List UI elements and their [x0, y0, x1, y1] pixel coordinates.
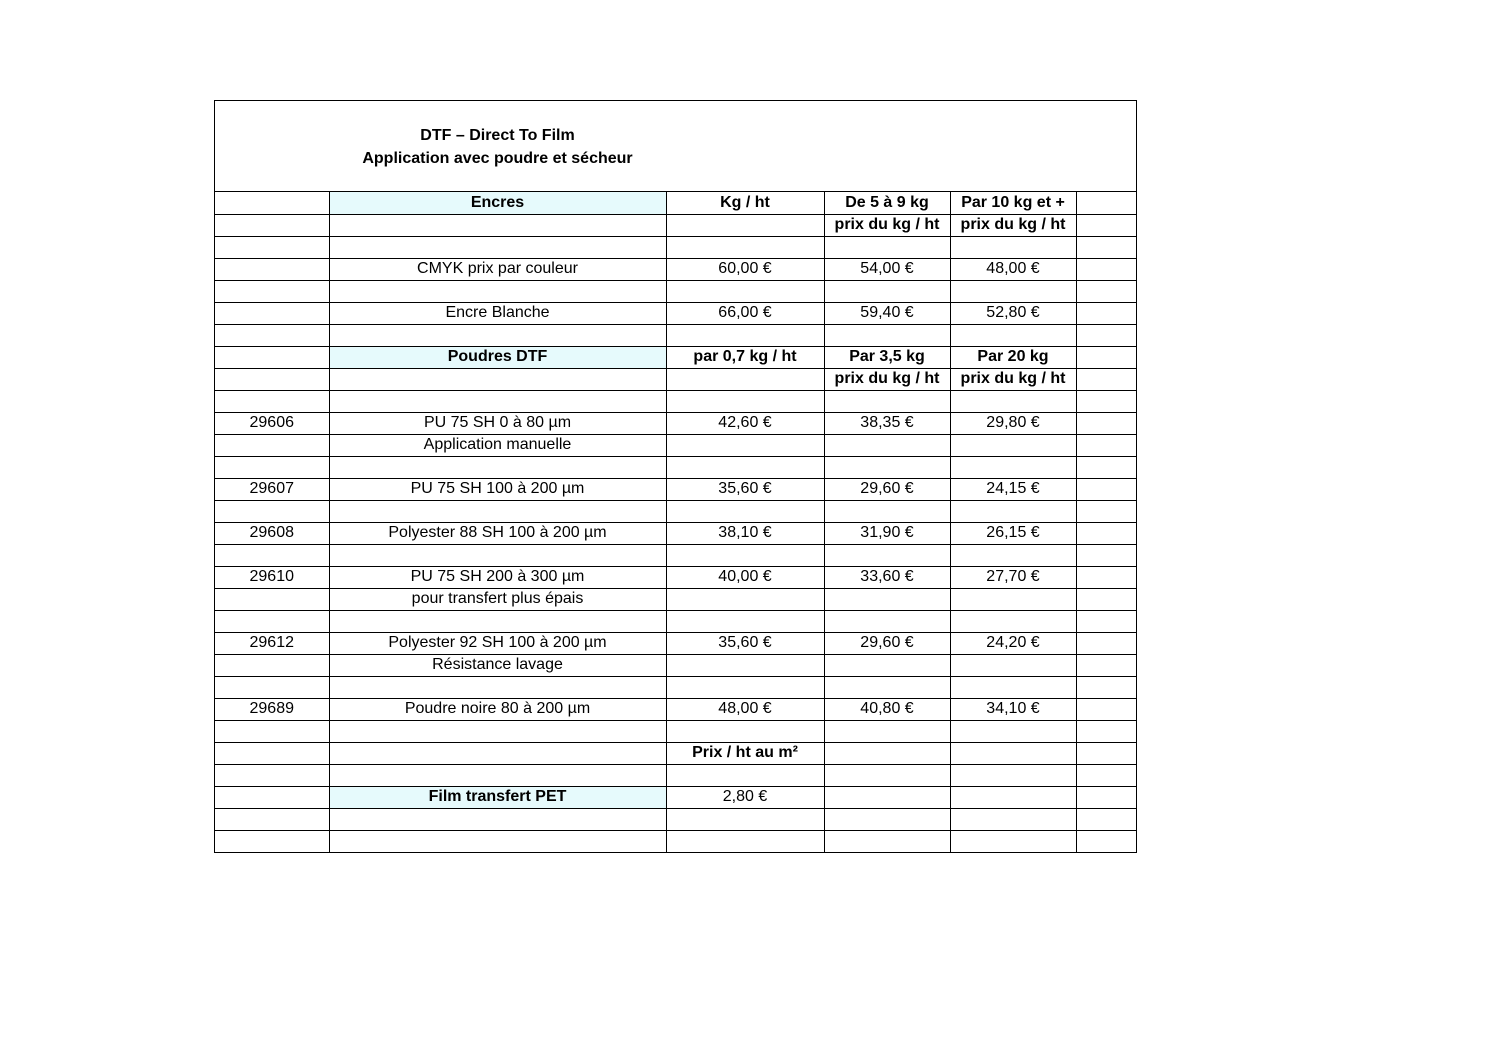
- cell-product: [329, 500, 666, 522]
- cell-spare: [1076, 214, 1136, 236]
- cell-price-tier-3: [950, 544, 1076, 566]
- cell-price-tier-1: 2,80 €: [666, 786, 824, 808]
- cell-spare: [1076, 500, 1136, 522]
- cell-spare: [1076, 522, 1136, 544]
- cell-price-tier-2: Par 3,5 kg: [824, 346, 950, 368]
- cell-price-tier-2: [824, 500, 950, 522]
- cell-price-tier-2: [824, 588, 950, 610]
- cell-reference: 29610: [215, 566, 329, 588]
- cell-product: [329, 720, 666, 742]
- cell-product: [329, 214, 666, 236]
- cell-price-tier-2: 29,60 €: [824, 478, 950, 500]
- cell-spare: [1076, 324, 1136, 346]
- table-row: [215, 478, 1136, 500]
- cell-spare: [1076, 610, 1136, 632]
- cell-price-tier-2: De 5 à 9 kg: [824, 192, 950, 214]
- cell-spare: [1076, 808, 1136, 830]
- cell-reference: [215, 544, 329, 566]
- table-row: [215, 830, 1136, 852]
- cell-price-tier-1: 40,00 €: [666, 566, 824, 588]
- table-row: [215, 676, 1136, 698]
- cell-price-tier-1: [666, 324, 824, 346]
- cell-price-tier-2: [824, 434, 950, 456]
- table-row: [215, 764, 1136, 786]
- cell-spare: [1076, 544, 1136, 566]
- cell-reference: [215, 368, 329, 390]
- cell-price-tier-2: 31,90 €: [824, 522, 950, 544]
- cell-reference: [215, 258, 329, 280]
- cell-price-tier-3: [950, 654, 1076, 676]
- cell-product: Résistance lavage: [329, 654, 666, 676]
- cell-spare: [1076, 258, 1136, 280]
- cell-price-tier-3: 24,20 €: [950, 632, 1076, 654]
- cell-price-tier-3: Par 20 kg: [950, 346, 1076, 368]
- cell-reference: [215, 676, 329, 698]
- cell-product: [329, 830, 666, 852]
- cell-price-tier-3: [950, 588, 1076, 610]
- cell-price-tier-1: 35,60 €: [666, 632, 824, 654]
- cell-price-tier-1: 66,00 €: [666, 302, 824, 324]
- cell-price-tier-2: 33,60 €: [824, 566, 950, 588]
- cell-price-tier-1: [666, 214, 824, 236]
- cell-reference: [215, 456, 329, 478]
- cell-reference: [215, 324, 329, 346]
- cell-product: [329, 236, 666, 258]
- cell-product: [329, 456, 666, 478]
- cell-product: PU 75 SH 100 à 200 µm: [329, 478, 666, 500]
- price-table: [215, 192, 1136, 852]
- cell-price-tier-2: prix du kg / ht: [824, 214, 950, 236]
- cell-product: [329, 742, 666, 764]
- cell-product: [329, 324, 666, 346]
- cell-price-tier-1: 35,60 €: [666, 478, 824, 500]
- cell-price-tier-2: [824, 786, 950, 808]
- cell-price-tier-3: prix du kg / ht: [950, 214, 1076, 236]
- cell-price-tier-1: 60,00 €: [666, 258, 824, 280]
- cell-reference: [215, 720, 329, 742]
- cell-price-tier-1: par 0,7 kg / ht: [666, 346, 824, 368]
- cell-product: [329, 808, 666, 830]
- price-table-body: [215, 192, 1136, 852]
- cell-price-tier-1: [666, 588, 824, 610]
- table-row: [215, 302, 1136, 324]
- table-row: [215, 698, 1136, 720]
- cell-product: Application manuelle: [329, 434, 666, 456]
- cell-price-tier-1: 48,00 €: [666, 698, 824, 720]
- cell-price-tier-3: [950, 236, 1076, 258]
- cell-price-tier-3: 27,70 €: [950, 566, 1076, 588]
- table-row: [215, 214, 1136, 236]
- title-line-1: DTF – Direct To Film: [420, 127, 575, 144]
- sheet-title: [215, 124, 780, 170]
- cell-reference: 29689: [215, 698, 329, 720]
- cell-price-tier-2: [824, 324, 950, 346]
- cell-price-tier-3: Par 10 kg et +: [950, 192, 1076, 214]
- cell-price-tier-1: Kg / ht: [666, 192, 824, 214]
- cell-reference: [215, 302, 329, 324]
- cell-price-tier-1: 38,10 €: [666, 522, 824, 544]
- cell-reference: [215, 786, 329, 808]
- cell-price-tier-3: 48,00 €: [950, 258, 1076, 280]
- cell-price-tier-1: [666, 456, 824, 478]
- cell-reference: 29612: [215, 632, 329, 654]
- cell-product: CMYK prix par couleur: [329, 258, 666, 280]
- cell-spare: [1076, 412, 1136, 434]
- cell-price-tier-1: [666, 676, 824, 698]
- cell-price-tier-3: [950, 500, 1076, 522]
- cell-price-tier-3: [950, 676, 1076, 698]
- cell-price-tier-3: [950, 786, 1076, 808]
- cell-price-tier-3: [950, 808, 1076, 830]
- table-row: [215, 390, 1136, 412]
- cell-product: Polyester 88 SH 100 à 200 µm: [329, 522, 666, 544]
- cell-product: Poudres DTF: [329, 346, 666, 368]
- cell-spare: [1076, 654, 1136, 676]
- cell-price-tier-1: [666, 368, 824, 390]
- sheet-header: [215, 101, 1136, 192]
- cell-price-tier-1: [666, 236, 824, 258]
- cell-price-tier-2: 38,35 €: [824, 412, 950, 434]
- cell-price-tier-3: [950, 764, 1076, 786]
- table-row: [215, 588, 1136, 610]
- table-row: [215, 742, 1136, 764]
- cell-product: pour transfert plus épais: [329, 588, 666, 610]
- cell-product: PU 75 SH 0 à 80 µm: [329, 412, 666, 434]
- price-sheet: [214, 100, 1137, 853]
- cell-spare: [1076, 786, 1136, 808]
- cell-spare: [1076, 698, 1136, 720]
- cell-product: [329, 764, 666, 786]
- cell-price-tier-1: [666, 500, 824, 522]
- cell-price-tier-1: [666, 544, 824, 566]
- cell-spare: [1076, 302, 1136, 324]
- table-row: [215, 280, 1136, 302]
- cell-spare: [1076, 566, 1136, 588]
- cell-price-tier-2: 40,80 €: [824, 698, 950, 720]
- cell-spare: [1076, 830, 1136, 852]
- title-line-2: Application avec poudre et sécheur: [362, 150, 633, 167]
- cell-reference: 29607: [215, 478, 329, 500]
- cell-price-tier-3: 29,80 €: [950, 412, 1076, 434]
- cell-spare: [1076, 236, 1136, 258]
- section-header-row: [215, 346, 1136, 368]
- cell-price-tier-2: [824, 456, 950, 478]
- cell-spare: [1076, 346, 1136, 368]
- cell-price-tier-1: [666, 280, 824, 302]
- cell-price-tier-1: [666, 808, 824, 830]
- table-row: [215, 566, 1136, 588]
- cell-price-tier-3: [950, 742, 1076, 764]
- cell-price-tier-3: [950, 434, 1076, 456]
- table-row: [215, 258, 1136, 280]
- cell-price-tier-1: [666, 654, 824, 676]
- cell-product: [329, 390, 666, 412]
- cell-reference: [215, 346, 329, 368]
- table-row: [215, 720, 1136, 742]
- cell-spare: [1076, 676, 1136, 698]
- cell-price-tier-1: Prix / ht au m²: [666, 742, 824, 764]
- table-row: [215, 632, 1136, 654]
- table-row: [215, 236, 1136, 258]
- cell-price-tier-2: [824, 610, 950, 632]
- cell-product: [329, 676, 666, 698]
- cell-product: Encre Blanche: [329, 302, 666, 324]
- cell-product: [329, 368, 666, 390]
- cell-reference: [215, 830, 329, 852]
- cell-reference: [215, 588, 329, 610]
- table-row: [215, 324, 1136, 346]
- cell-reference: [215, 764, 329, 786]
- cell-product: [329, 610, 666, 632]
- cell-price-tier-1: 42,60 €: [666, 412, 824, 434]
- table-row: [215, 522, 1136, 544]
- table-row: [215, 500, 1136, 522]
- table-row: [215, 654, 1136, 676]
- section-header-row: [215, 786, 1136, 808]
- cell-price-tier-2: [824, 390, 950, 412]
- table-row: [215, 610, 1136, 632]
- cell-reference: 29608: [215, 522, 329, 544]
- table-row: [215, 456, 1136, 478]
- cell-reference: [215, 654, 329, 676]
- cell-product: Polyester 92 SH 100 à 200 µm: [329, 632, 666, 654]
- cell-spare: [1076, 632, 1136, 654]
- cell-price-tier-3: [950, 610, 1076, 632]
- cell-price-tier-1: [666, 764, 824, 786]
- cell-reference: [215, 236, 329, 258]
- table-row: [215, 368, 1136, 390]
- cell-reference: [215, 280, 329, 302]
- cell-price-tier-3: prix du kg / ht: [950, 368, 1076, 390]
- cell-product: Poudre noire 80 à 200 µm: [329, 698, 666, 720]
- cell-price-tier-2: [824, 280, 950, 302]
- cell-price-tier-2: [824, 808, 950, 830]
- table-row: [215, 544, 1136, 566]
- cell-price-tier-1: [666, 390, 824, 412]
- cell-price-tier-2: [824, 830, 950, 852]
- cell-spare: [1076, 390, 1136, 412]
- cell-price-tier-1: [666, 434, 824, 456]
- cell-reference: [215, 742, 329, 764]
- section-header-row: [215, 192, 1136, 214]
- cell-price-tier-1: [666, 720, 824, 742]
- cell-price-tier-3: [950, 390, 1076, 412]
- cell-price-tier-2: 29,60 €: [824, 632, 950, 654]
- cell-price-tier-3: [950, 456, 1076, 478]
- table-row: [215, 412, 1136, 434]
- cell-price-tier-3: [950, 324, 1076, 346]
- cell-price-tier-2: [824, 676, 950, 698]
- cell-reference: [215, 808, 329, 830]
- cell-spare: [1076, 588, 1136, 610]
- cell-price-tier-2: 59,40 €: [824, 302, 950, 324]
- cell-reference: [215, 500, 329, 522]
- cell-reference: [215, 610, 329, 632]
- cell-price-tier-2: [824, 720, 950, 742]
- cell-spare: [1076, 478, 1136, 500]
- cell-price-tier-2: [824, 544, 950, 566]
- table-row: [215, 808, 1136, 830]
- cell-price-tier-3: 34,10 €: [950, 698, 1076, 720]
- cell-spare: [1076, 456, 1136, 478]
- cell-reference: [215, 214, 329, 236]
- cell-product: [329, 280, 666, 302]
- cell-spare: [1076, 280, 1136, 302]
- cell-spare: [1076, 192, 1136, 214]
- table-row: [215, 434, 1136, 456]
- cell-spare: [1076, 720, 1136, 742]
- cell-price-tier-3: 52,80 €: [950, 302, 1076, 324]
- cell-spare: [1076, 434, 1136, 456]
- cell-price-tier-1: [666, 610, 824, 632]
- cell-spare: [1076, 742, 1136, 764]
- cell-price-tier-3: [950, 280, 1076, 302]
- cell-reference: [215, 434, 329, 456]
- cell-product: PU 75 SH 200 à 300 µm: [329, 566, 666, 588]
- cell-spare: [1076, 368, 1136, 390]
- cell-spare: [1076, 764, 1136, 786]
- cell-price-tier-2: [824, 764, 950, 786]
- cell-price-tier-3: [950, 830, 1076, 852]
- cell-price-tier-2: [824, 654, 950, 676]
- cell-product: Encres: [329, 192, 666, 214]
- cell-price-tier-2: prix du kg / ht: [824, 368, 950, 390]
- cell-reference: [215, 192, 329, 214]
- cell-price-tier-3: 26,15 €: [950, 522, 1076, 544]
- cell-price-tier-1: [666, 830, 824, 852]
- cell-price-tier-2: [824, 236, 950, 258]
- cell-product: Film transfert PET: [329, 786, 666, 808]
- cell-product: [329, 544, 666, 566]
- cell-reference: [215, 390, 329, 412]
- cell-price-tier-3: 24,15 €: [950, 478, 1076, 500]
- cell-price-tier-2: [824, 742, 950, 764]
- cell-price-tier-3: [950, 720, 1076, 742]
- cell-reference: 29606: [215, 412, 329, 434]
- cell-price-tier-2: 54,00 €: [824, 258, 950, 280]
